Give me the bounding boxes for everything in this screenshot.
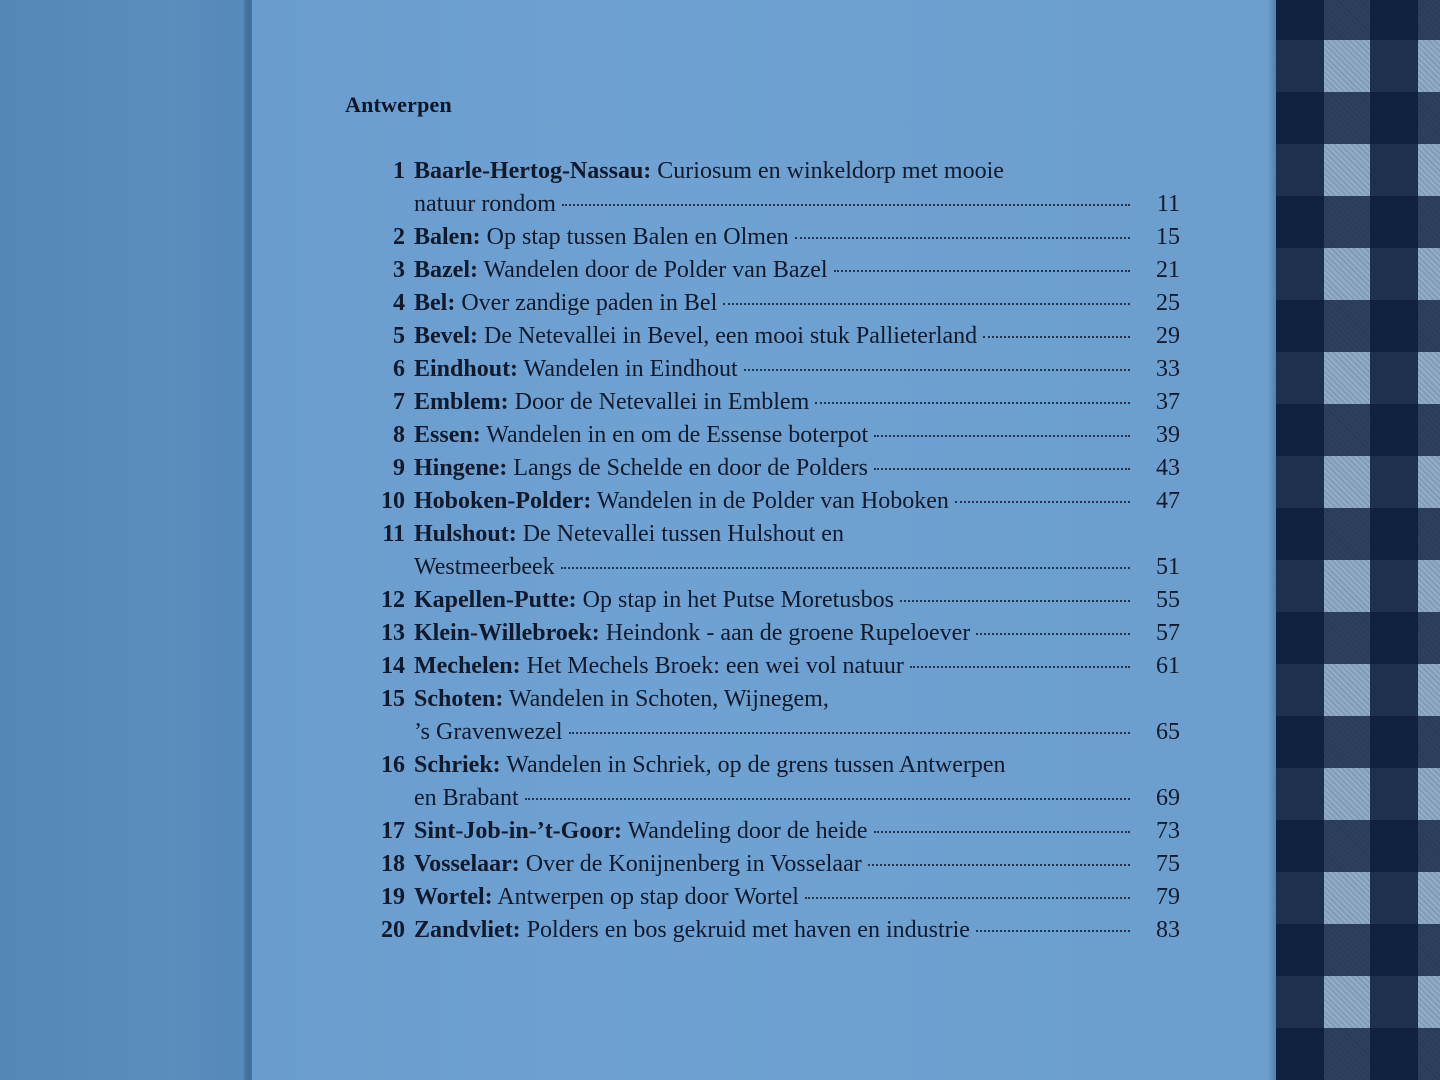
- entry-title: Wandelen in en om de Essense boterpot: [486, 422, 869, 448]
- entry-title-line2: ’s Gravenwezel: [414, 719, 563, 745]
- toc-entry: [370, 320, 1180, 353]
- dot-leader: [976, 633, 1130, 635]
- dot-leader: [955, 501, 1130, 503]
- toc-entry: [370, 353, 1180, 386]
- entry-number: 11: [382, 521, 405, 547]
- entry-title: Wandelen in Eindhout: [523, 356, 738, 382]
- entry-place: Hingene:: [414, 455, 508, 481]
- entry-title-line1: Wandelen in Schriek, op de grens tussen Antwerpen: [506, 752, 1006, 778]
- entry-number: 17: [381, 818, 405, 844]
- entry-place: Essen:: [414, 422, 481, 448]
- entry-number: 1: [393, 158, 405, 184]
- entry-page-number: 69: [1156, 785, 1180, 811]
- entry-title-line1: Curiosum en winkeldorp met mooie: [657, 158, 1004, 184]
- toc-entry: [370, 749, 1180, 815]
- entry-page-number: 65: [1156, 719, 1180, 745]
- toc-entry: [370, 254, 1180, 287]
- entry-page-number: 33: [1156, 356, 1180, 382]
- dot-leader: [744, 369, 1130, 371]
- toc-entry: [370, 914, 1180, 947]
- entry-title-line1: De Netevallei tussen Hulshout en: [522, 521, 844, 547]
- entry-title: Wandelen door de Polder van Bazel: [483, 257, 828, 283]
- entry-title: Op stap in het Putse Moretusbos: [582, 587, 894, 613]
- entry-page-number: 57: [1156, 620, 1180, 646]
- entry-title-line1: Wandelen in Schoten, Wijnegem,: [508, 686, 829, 712]
- entry-title-line2: en Brabant: [414, 785, 519, 811]
- entry-place: Eindhout:: [414, 356, 519, 382]
- entry-page-number: 29: [1156, 323, 1180, 349]
- entry-number: 16: [381, 752, 405, 778]
- dot-leader: [976, 930, 1130, 932]
- entry-place: Bel:: [414, 290, 456, 316]
- entry-number: 12: [381, 587, 405, 613]
- toc-entry: [370, 155, 1180, 221]
- entry-title: Door de Netevallei in Emblem: [514, 389, 810, 415]
- table-of-contents: [370, 155, 1180, 947]
- entry-number: 19: [381, 884, 405, 910]
- entry-number: 14: [381, 653, 405, 679]
- entry-number: 5: [393, 323, 405, 349]
- dot-leader: [795, 237, 1130, 239]
- toc-entry: [370, 221, 1180, 254]
- dot-leader: [815, 402, 1130, 404]
- entry-page-number: 79: [1156, 884, 1180, 910]
- dot-leader: [834, 270, 1130, 272]
- entry-title: Polders en bos gekruid met haven en industrie: [526, 917, 970, 943]
- entry-number: 13: [381, 620, 405, 646]
- entry-title: Wandelen in de Polder van Hoboken: [596, 488, 949, 514]
- entry-title-line2: natuur rondom: [414, 191, 556, 217]
- entry-number: 2: [393, 224, 405, 250]
- toc-entry: [370, 485, 1180, 518]
- dot-leader: [561, 567, 1130, 569]
- entry-page-number: 47: [1156, 488, 1180, 514]
- toc-entry: [370, 518, 1180, 584]
- dot-leader: [910, 666, 1130, 668]
- toc-entry: [370, 452, 1180, 485]
- entry-number: 7: [393, 389, 405, 415]
- entry-place: Klein-Willebroek:: [414, 620, 600, 646]
- dot-leader: [723, 303, 1130, 305]
- dot-leader: [874, 831, 1130, 833]
- entry-page-number: 43: [1156, 455, 1180, 481]
- entry-number: 20: [381, 917, 405, 943]
- entry-number: 4: [393, 290, 405, 316]
- dot-leader: [525, 798, 1130, 800]
- entry-number: 6: [393, 356, 405, 382]
- entry-title: Over zandige paden in Bel: [461, 290, 718, 316]
- entry-place: Bazel:: [414, 257, 478, 283]
- left-page: [0, 0, 250, 1080]
- toc-entry: [370, 287, 1180, 320]
- entry-page-number: 11: [1156, 191, 1180, 217]
- dot-leader: [569, 732, 1130, 734]
- section-title: Antwerpen: [345, 92, 452, 117]
- entry-page-number: 51: [1156, 554, 1180, 580]
- entry-title: Op stap tussen Balen en Olmen: [486, 224, 789, 250]
- toc-entry: [370, 617, 1180, 650]
- entry-place: Zandvliet:: [414, 917, 521, 943]
- entry-number: 9: [393, 455, 405, 481]
- entry-page-number: 73: [1156, 818, 1180, 844]
- entry-title: Het Mechels Broek: een wei vol natuur: [526, 653, 904, 679]
- entry-place: Kapellen-Putte:: [414, 587, 577, 613]
- dot-leader: [900, 600, 1130, 602]
- entry-number: 8: [393, 422, 405, 448]
- toc-entry: [370, 881, 1180, 914]
- entry-page-number: 39: [1156, 422, 1180, 448]
- toc-entry: [370, 386, 1180, 419]
- entry-place: Bevel:: [414, 323, 478, 349]
- entry-number: 18: [381, 851, 405, 877]
- entry-number: 10: [381, 488, 405, 514]
- entry-place: Vosselaar:: [414, 851, 520, 877]
- entry-title: Heindonk - aan de groene Rupeloever: [605, 620, 971, 646]
- dot-leader: [874, 435, 1130, 437]
- entry-place: Emblem:: [414, 389, 509, 415]
- entry-place: Schriek:: [414, 752, 501, 778]
- entry-number: 15: [381, 686, 405, 712]
- toc-entry: [370, 650, 1180, 683]
- entry-page-number: 55: [1156, 587, 1180, 613]
- entry-title: Antwerpen op stap door Wortel: [497, 884, 799, 910]
- entry-page-number: 37: [1156, 389, 1180, 415]
- entry-place: Schoten:: [414, 686, 504, 712]
- entry-place: Sint-Job-in-’t-Goor:: [414, 818, 622, 844]
- entry-page-number: 83: [1156, 917, 1180, 943]
- entry-title-line2: Westmeerbeek: [414, 554, 555, 580]
- entry-title: Langs de Schelde en door de Polders: [513, 455, 868, 481]
- toc-entry: [370, 815, 1180, 848]
- dot-leader: [805, 897, 1130, 899]
- toc-entry: [370, 419, 1180, 452]
- entry-place: Hulshout:: [414, 521, 517, 547]
- dot-leader: [983, 336, 1130, 338]
- entry-title: Over de Konijnenberg in Vosselaar: [525, 851, 862, 877]
- dot-leader: [868, 864, 1130, 866]
- entry-page-number: 15: [1156, 224, 1180, 250]
- toc-entry: [370, 683, 1180, 749]
- entry-place: Mechelen:: [414, 653, 521, 679]
- entry-page-number: 75: [1156, 851, 1180, 877]
- entry-place: Hoboken-Polder:: [414, 488, 592, 514]
- entry-place: Baarle-Hertog-Nassau:: [414, 158, 652, 184]
- entry-page-number: 61: [1156, 653, 1180, 679]
- entry-page-number: 21: [1156, 257, 1180, 283]
- entry-title: Wandeling door de heide: [627, 818, 868, 844]
- entry-number: 3: [393, 257, 405, 283]
- dot-leader: [874, 468, 1130, 470]
- toc-entry: [370, 584, 1180, 617]
- entry-title: De Netevallei in Bevel, een mooi stuk Pallieterland: [483, 323, 978, 349]
- entry-place: Balen:: [414, 224, 481, 250]
- toc-entry: [370, 848, 1180, 881]
- dot-leader: [562, 204, 1130, 206]
- checkered-cloth: [1276, 0, 1440, 1080]
- entry-page-number: 25: [1156, 290, 1180, 316]
- entry-place: Wortel:: [414, 884, 493, 910]
